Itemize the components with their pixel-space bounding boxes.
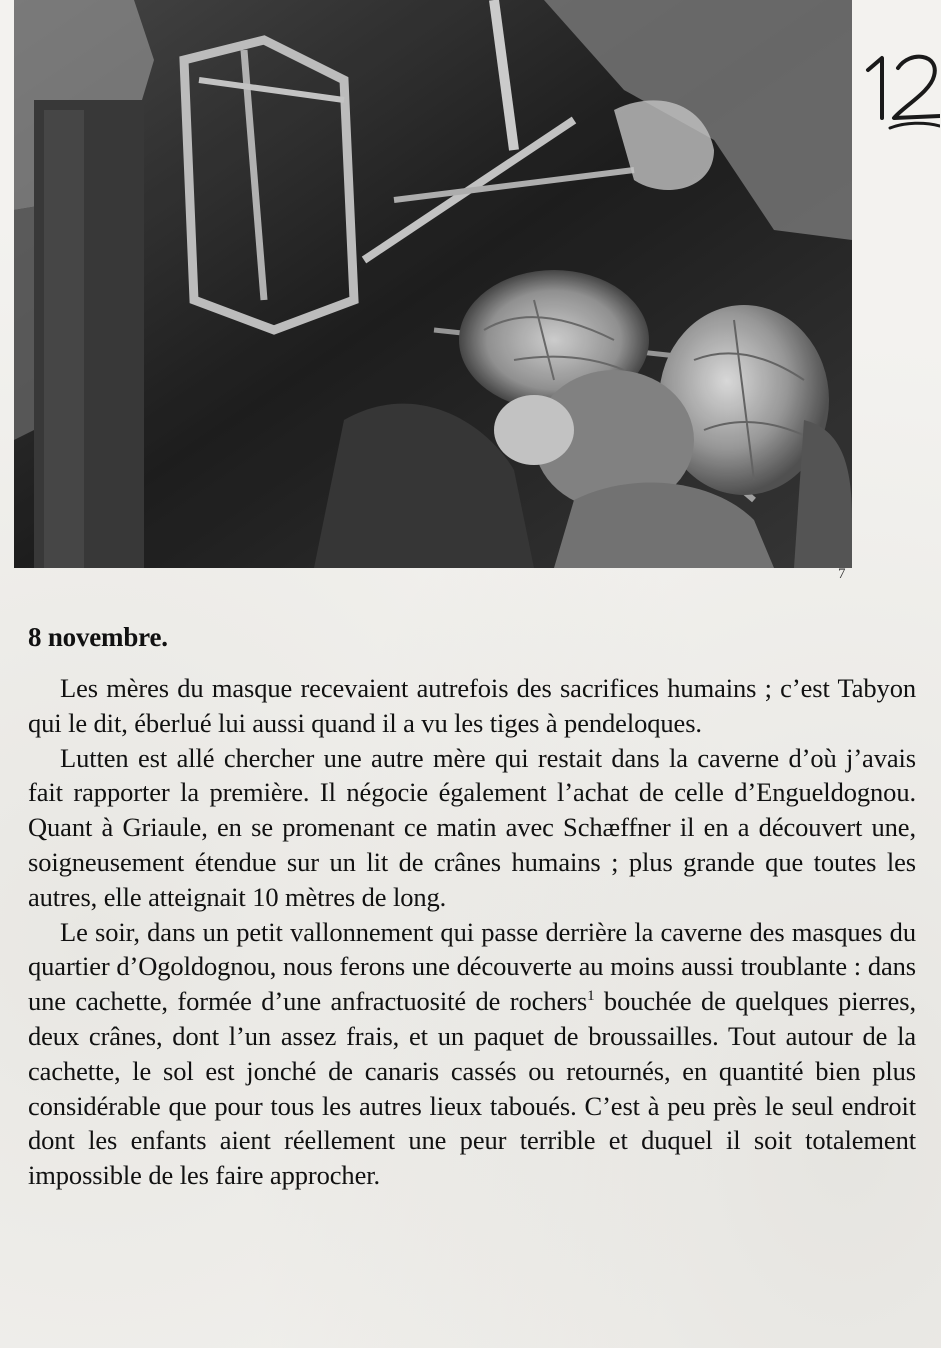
handwritten-page-number xyxy=(860,40,940,140)
entry-date-heading: 8 novembre. xyxy=(28,622,168,652)
paragraph-text-before-footnote: Le soir, dans un petit vallonnement qui passe derrière la caverne des masques du quartier d’Ogoldognou, nous ferons une découverte au moins aussi troublante : dans une cachette, formée d’une anfractuosité de rochers xyxy=(28,916,916,1017)
figure-number: 7 xyxy=(838,566,846,582)
footnote-marker[interactable]: 1 xyxy=(587,988,595,1005)
paragraph-text-after-footnote: bouchée de quelques pierres, deux crânes, dont l’un assez frais, et un paquet de broussailles. Tout autour de la cachette, le sol est jonché de canaris cassés ou retournés, en quantité bien plus considérable que pour tous les autres lieux taboués. C’est à peu près le seul endroit dont les enfants aient réellement une peur terrible et duquel il soit totalement impossible de les faire approcher. xyxy=(28,986,916,1191)
cave-skulls-photograph xyxy=(14,0,852,568)
paragraph-with-footnote xyxy=(28,915,916,1193)
paragraph: Lutten est allé chercher une autre mère qui restait dans la caverne d’où j’avais fait rapporter la première. Il négocie également l’achat de celle d’Engueldognou. Quant à Griaule, en se promenant ce matin avec Schæffner il en a découvert une, soigneusement étendue sur un lit de crânes humains ; plus grande que toutes les autres, elle atteignait 10 mètres de long. xyxy=(28,742,916,912)
journal-entry xyxy=(28,622,916,1193)
paragraph: Les mères du masque recevaient autrefois des sacrifices humains ; c’est Tabyon qui le dit, éberlué lui aussi quand il a vu les tiges à pendeloques. xyxy=(28,673,916,738)
